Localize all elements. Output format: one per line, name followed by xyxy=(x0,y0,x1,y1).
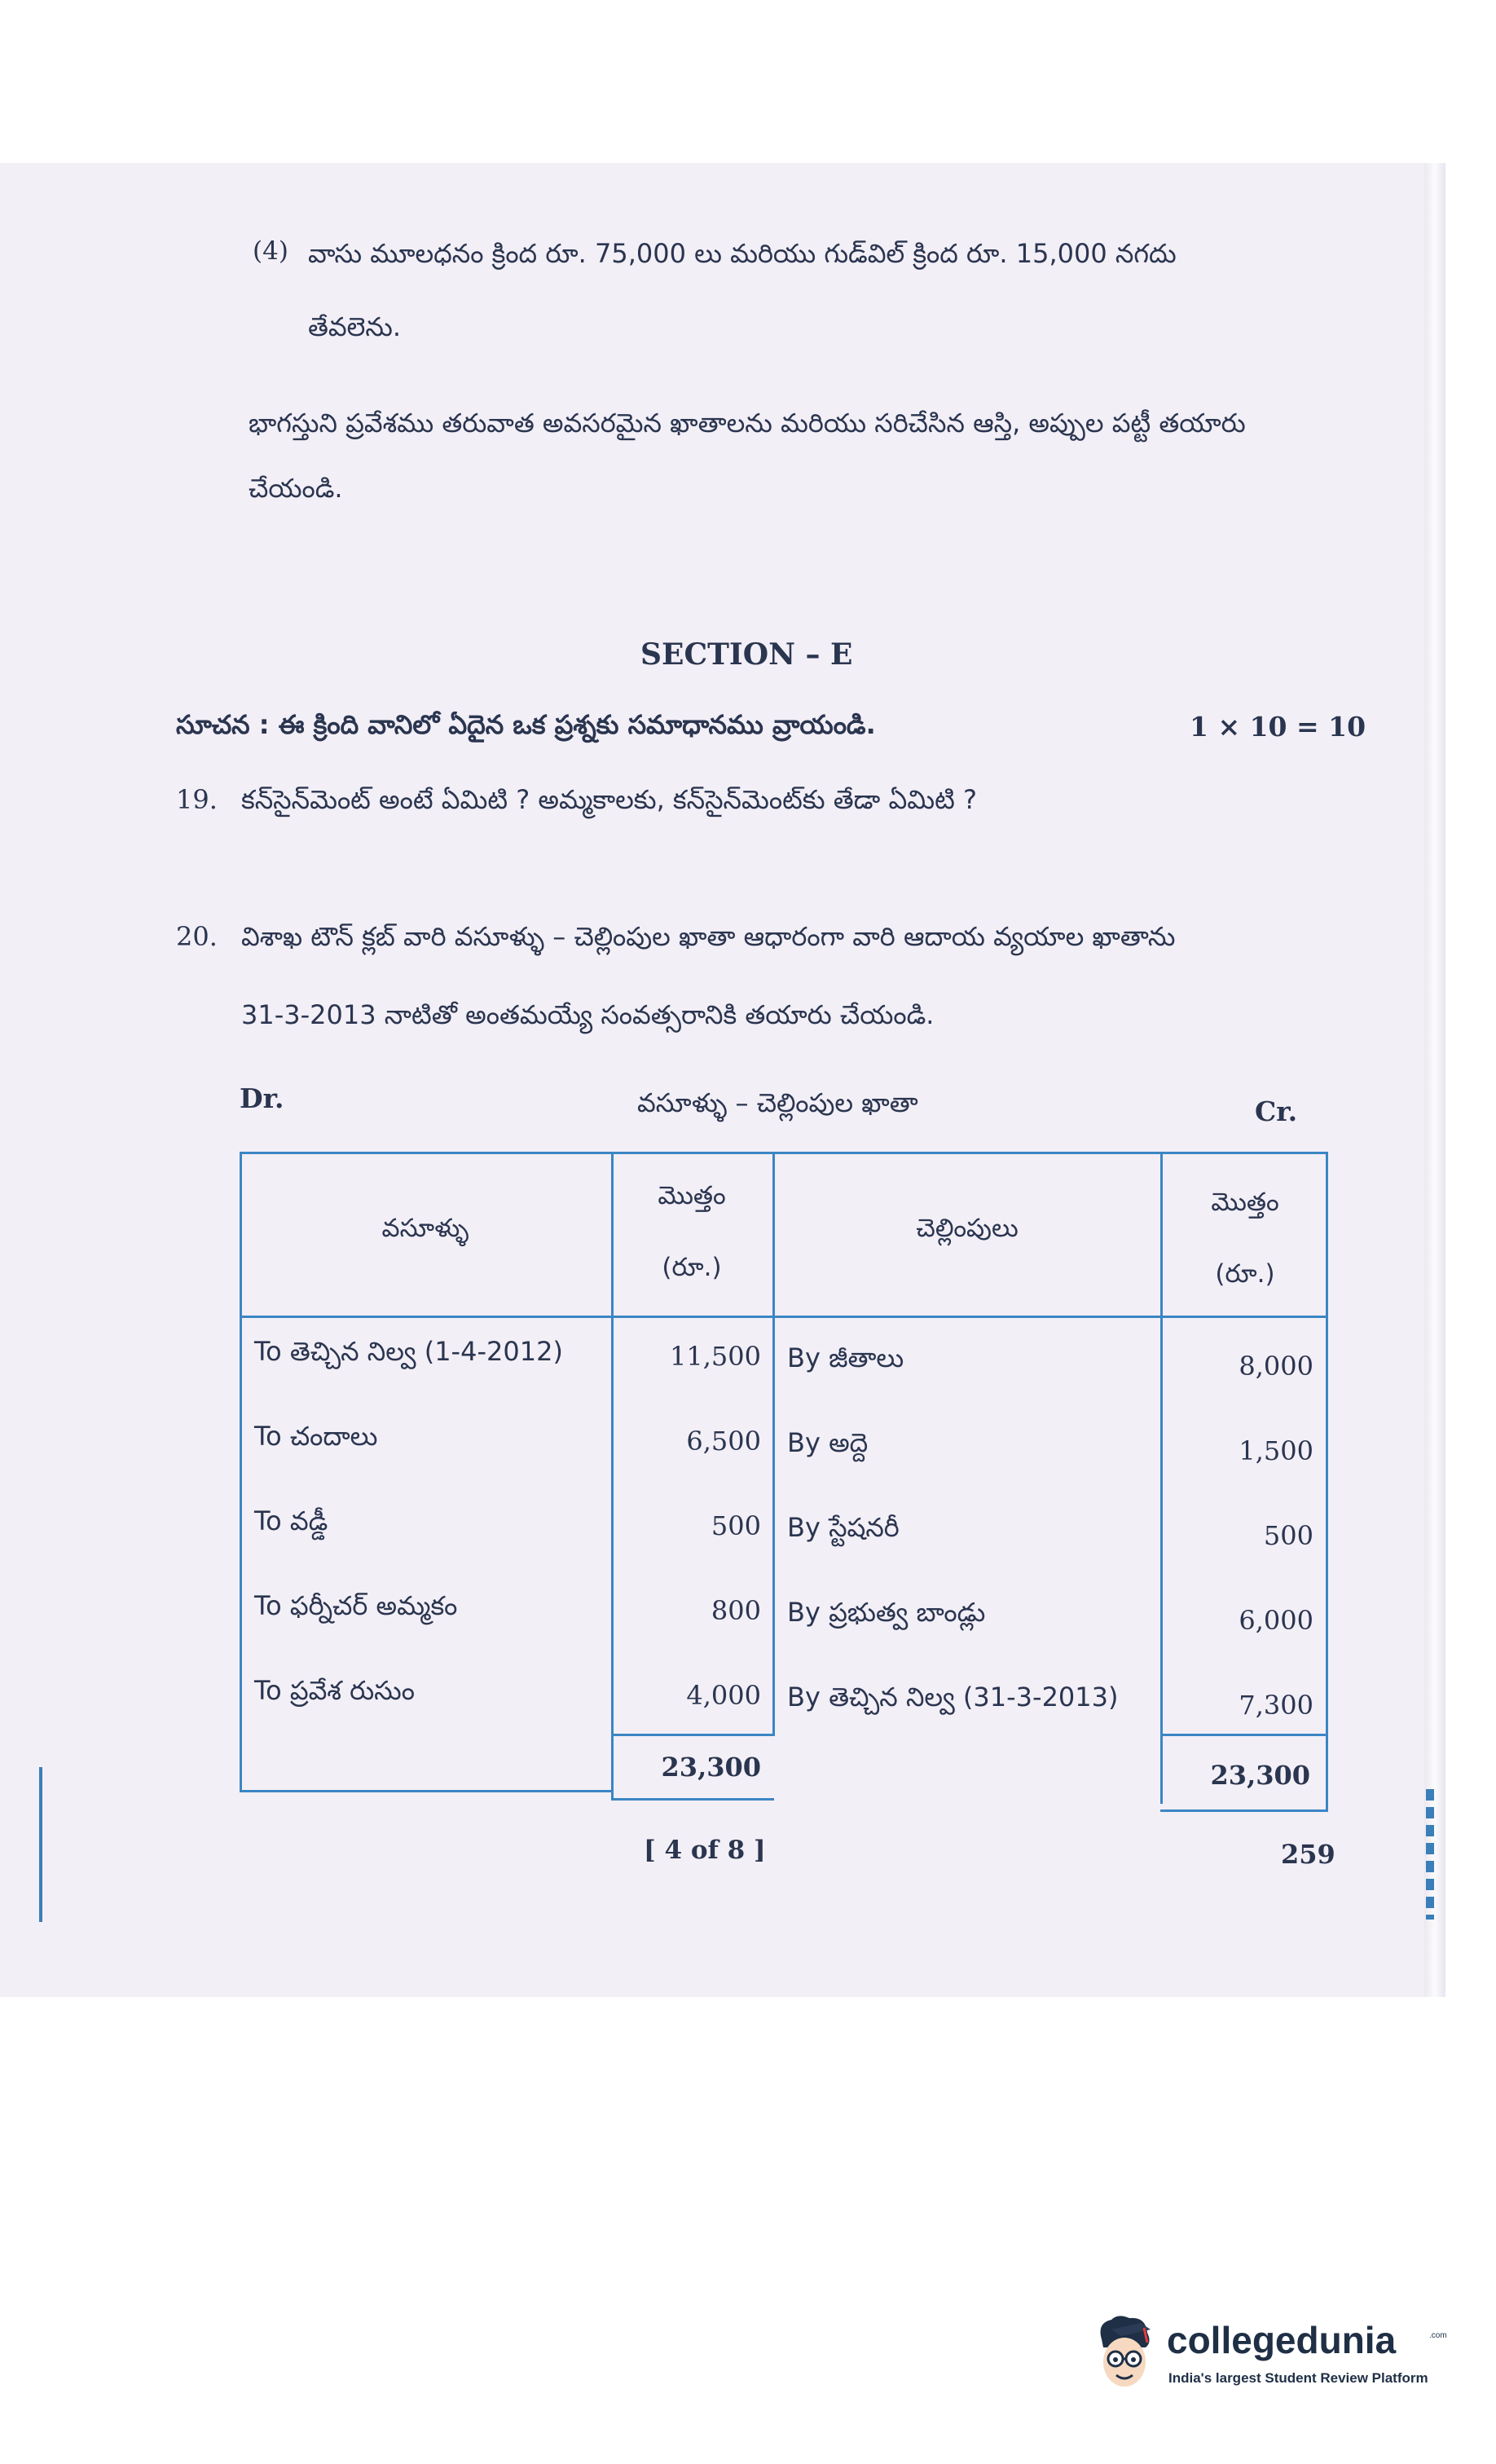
payment-label: By ప్రభుత్వ బాండ్లు xyxy=(787,1597,986,1628)
item-text-line2: తేవలెను. xyxy=(308,311,402,342)
receipt-amount: 500 xyxy=(711,1510,761,1541)
payment-label: By తెచ్చిన నిల్వ (31-3-2013) xyxy=(787,1682,1119,1712)
page-number: [ 4 of 8 ] xyxy=(644,1836,766,1865)
payment-amount: 7,300 xyxy=(1239,1690,1313,1721)
margin-mark xyxy=(39,1767,42,1922)
brand-tagline: India's largest Student Review Platform xyxy=(1168,2370,1428,2386)
mascot-icon xyxy=(1093,2315,1154,2390)
receipt-label: To ప్రవేశ రుసుం xyxy=(254,1675,415,1706)
header-payments: చెల్లింపులు xyxy=(916,1214,1019,1243)
q20-text-line2: 31-3-2013 నాటితో అంతమయ్యే సంవత్సరానికి తయారు చేయండి. xyxy=(241,999,935,1030)
receipt-amount: 4,000 xyxy=(686,1680,761,1711)
brand-suffix: .com xyxy=(1429,2331,1447,2340)
header-amount-right: మొత్తం xyxy=(1211,1188,1279,1217)
payments-total: 23,300 xyxy=(1210,1760,1310,1791)
instruction-line1: భాగస్తుని ప్రవేశము తరువాత అవసరమైన ఖాతాలను మరియు సరిచేసిన ఆస్తి, అప్పుల పట్టీ తయారు xyxy=(249,408,1246,439)
section-marks: 1 × 10 = 10 xyxy=(1190,711,1366,743)
payment-label: By జీతాలు xyxy=(787,1342,904,1373)
margin-scribble xyxy=(1426,1789,1434,1920)
receipt-label: To ఫర్నీచర్ అమ్మకం xyxy=(254,1590,458,1621)
header-receipts: వసూళ్ళు xyxy=(381,1214,469,1243)
receipt-label: To తెచ్చిన నిల్వ (1-4-2012) xyxy=(254,1336,563,1367)
instruction-line2: చేయండి. xyxy=(249,473,343,504)
header-unit-right: (రూ.) xyxy=(1215,1259,1275,1289)
q20-number: 20. xyxy=(176,921,218,952)
section-note: సూచన : ఈ క్రింది వానిలో ఏదైన ఒక ప్రశ్నకు సమాధానము వ్రాయండి. xyxy=(176,709,876,740)
payment-label: By అద్దె xyxy=(787,1427,869,1458)
brand-name: collegedunia xyxy=(1167,2319,1397,2361)
receipt-amount: 800 xyxy=(711,1595,761,1626)
dr-label: Dr. xyxy=(240,1082,284,1114)
payment-amount: 500 xyxy=(1263,1520,1313,1551)
q19-text: కన్‌సైన్‌మెంట్ అంటే ఏమిటి ? అమ్మకాలకు, కన్‌సైన్‌మెంట్‌కు తేడా ఏమిటి ? xyxy=(241,784,977,815)
receipts-total: 23,300 xyxy=(661,1752,761,1783)
payment-amount: 1,500 xyxy=(1239,1435,1313,1466)
payment-label: By స్టేషనరీ xyxy=(787,1512,900,1543)
q19-number: 19. xyxy=(176,784,218,815)
cr-label: Cr. xyxy=(1255,1095,1298,1127)
receipt-label: To చందాలు xyxy=(254,1421,378,1452)
payment-amount: 8,000 xyxy=(1239,1351,1313,1382)
account-title: వసూళ్ళు – చెల్లింపుల ఖాతా xyxy=(637,1087,918,1118)
payment-amount: 6,000 xyxy=(1239,1605,1313,1636)
item-number: (4) xyxy=(253,236,288,266)
receipt-amount: 6,500 xyxy=(686,1426,761,1457)
header-amount-left: మొత్తం xyxy=(658,1181,726,1210)
q20-text-line1: విశాఖ టౌన్ క్లబ్ వారి వసూళ్ళు – చెల్లింపుల ఖాతా ఆధారంగా వారి ఆదాయ వ్యయాల ఖాతాను xyxy=(241,921,1176,952)
section-title: SECTION – E xyxy=(640,637,853,672)
header-unit-left: (రూ.) xyxy=(662,1253,722,1282)
item-text-line1: వాసు మూలధనం క్రింద రూ. 75,000 లు మరియు గుడ్‌విల్ క్రింద రూ. 15,000 నగదు xyxy=(308,238,1177,269)
receipts-payments-table xyxy=(240,1152,1328,1801)
page-edge xyxy=(1424,163,1445,1997)
receipt-label: To వడ్డీ xyxy=(254,1505,328,1536)
paper-code: 259 xyxy=(1281,1839,1335,1870)
receipt-amount: 11,500 xyxy=(670,1341,761,1372)
